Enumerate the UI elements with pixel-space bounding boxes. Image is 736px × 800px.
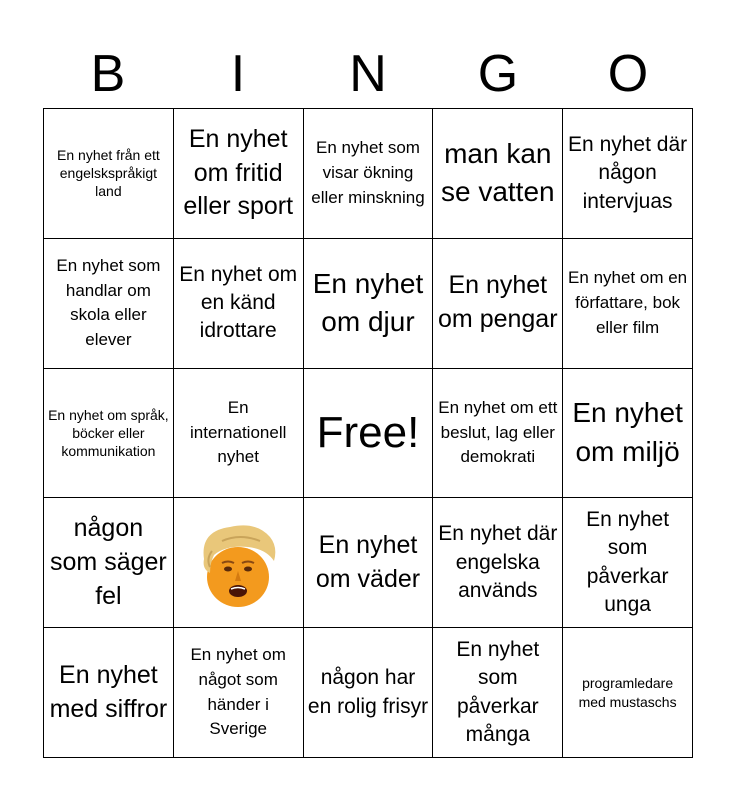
header-letter-b: B xyxy=(90,45,126,103)
cell-text: En nyhet från ett engelskspråkigt land xyxy=(57,147,160,200)
bingo-cell[interactable] xyxy=(433,498,563,628)
bingo-cell[interactable] xyxy=(304,239,434,369)
bingo-cell[interactable] xyxy=(433,239,563,369)
bingo-image-cell[interactable] xyxy=(174,498,304,628)
bingo-header xyxy=(43,40,693,108)
cell-text: någon har en rolig frisyr xyxy=(307,666,429,718)
bingo-cell[interactable] xyxy=(44,498,174,628)
cell-text: En nyhet med siffror xyxy=(49,660,168,723)
bingo-cell[interactable] xyxy=(304,109,434,239)
bingo-cell[interactable] xyxy=(433,109,563,239)
cell-text: En nyhet som påverkar många xyxy=(456,637,540,746)
caricature-face-icon xyxy=(186,511,290,615)
bingo-cell[interactable] xyxy=(563,498,693,628)
header-letter-i: I xyxy=(230,45,246,103)
bingo-cell[interactable] xyxy=(44,239,174,369)
cell-text: En nyhet om miljö xyxy=(572,397,683,467)
bingo-cell[interactable] xyxy=(433,628,563,758)
cell-text: En nyhet som visar ökning eller minskning xyxy=(311,138,425,207)
bingo-cell[interactable] xyxy=(304,628,434,758)
cell-text: En nyhet om en känd idrottare xyxy=(179,262,298,343)
bingo-cell[interactable] xyxy=(563,109,693,239)
bingo-cell[interactable] xyxy=(174,628,304,758)
header-letter-g: G xyxy=(477,45,519,103)
cell-text: En nyhet där någon intervjuas xyxy=(568,132,688,213)
bingo-cell[interactable] xyxy=(174,369,304,499)
cell-text: någon som säger fel xyxy=(50,514,167,610)
cell-text: En internationell nyhet xyxy=(189,398,287,467)
cell-text: man kan se vatten xyxy=(440,137,555,208)
free-space-label: Free! xyxy=(316,407,420,457)
cell-text: En nyhet där engelska används xyxy=(438,522,558,602)
cell-text: programledare med mustaschs xyxy=(578,675,677,710)
cell-text: En nyhet om en författare, bok eller film xyxy=(568,268,688,337)
bingo-cell[interactable] xyxy=(44,369,174,499)
header-letter-n: N xyxy=(349,45,387,103)
bingo-cell[interactable] xyxy=(44,109,174,239)
cell-text: En nyhet om fritid eller sport xyxy=(183,124,294,221)
bingo-cell[interactable] xyxy=(563,239,693,369)
header-letter-o: O xyxy=(607,45,649,103)
bingo-cell[interactable] xyxy=(44,628,174,758)
cell-text: En nyhet som påverkar unga xyxy=(586,508,670,617)
free-space-cell[interactable] xyxy=(304,369,434,499)
cell-text: En nyhet om språk, böcker eller kommunikation xyxy=(48,406,169,460)
bingo-cell[interactable] xyxy=(433,369,563,499)
cell-text: En nyhet om pengar xyxy=(438,271,558,334)
bingo-cell[interactable] xyxy=(563,628,693,758)
cell-text: En nyhet om något som händer i Sverige xyxy=(190,645,286,739)
cell-text: En nyhet som handlar om skola eller elever xyxy=(56,255,161,349)
cell-text: En nyhet om ett beslut, lag eller demokrati xyxy=(438,398,558,467)
bingo-cell[interactable] xyxy=(174,239,304,369)
bingo-cell[interactable] xyxy=(563,369,693,499)
cell-text: En nyhet om djur xyxy=(312,267,424,338)
bingo-cell[interactable] xyxy=(304,498,434,628)
cell-text: En nyhet om väder xyxy=(315,531,421,593)
bingo-cell[interactable] xyxy=(174,109,304,239)
bingo-board xyxy=(43,108,693,758)
